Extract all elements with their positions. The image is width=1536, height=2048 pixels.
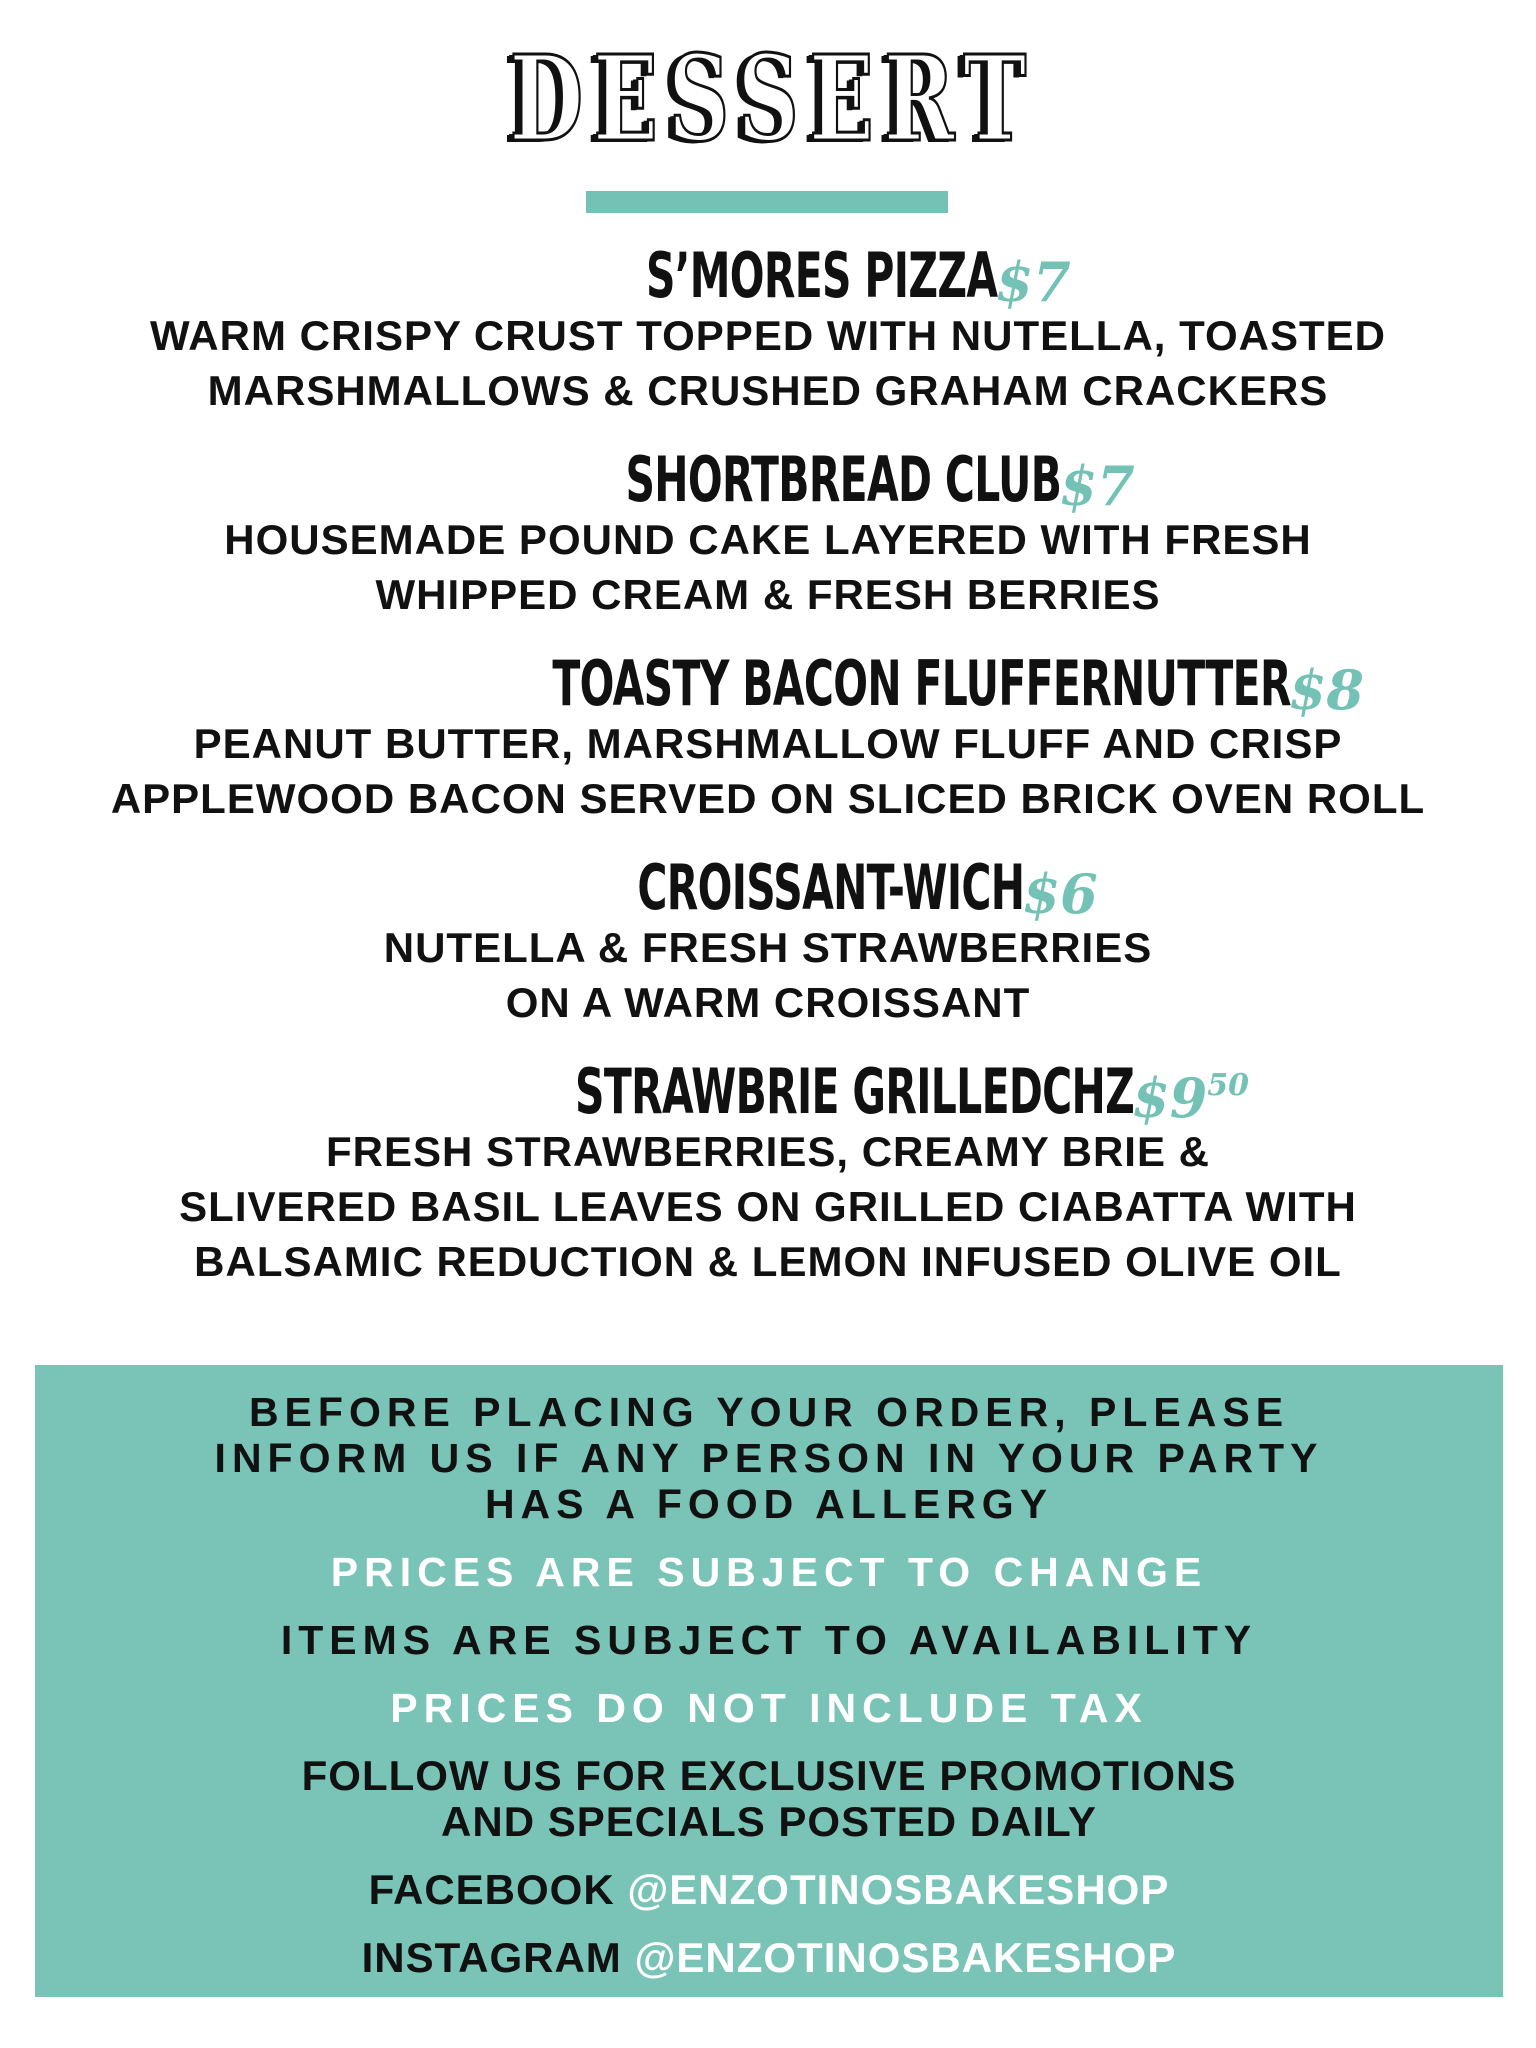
info-panel [35,1365,1503,1997]
menu-item-description-line: BALSAMIC REDUCTION & LEMON INFUSED OLIVE OIL [194,1238,1342,1285]
menu-item-description-line: WARM CRISPY CRUST TOPPED WITH NUTELLA, TOASTED [149,312,1387,359]
follow-notice-line: FOLLOW US FOR EXCLUSIVE PROMOTIONS [301,1752,1237,1799]
menu-item-description-line: MARSHMALLOWS & CRUSHED GRAHAM CRACKERS [207,367,1329,414]
facebook-line [35,1867,1503,1913]
allergy-notice-line: INFORM US IF ANY PERSON IN YOUR PARTY [214,1435,1324,1481]
menu-item [0,844,1536,1030]
menu-item-header [0,1048,1536,1130]
menu-item-description-line: NUTELLA & FRESH STRAWBERRIES [383,924,1153,971]
instagram-handle[interactable]: @ENZOTINOSBAKESHOP [634,1934,1177,1981]
menu-item-price: $7 [1059,454,1135,518]
allergy-notice-line: BEFORE PLACING YOUR ORDER, PLEASE [248,1389,1290,1435]
tax-notice: PRICES DO NOT INCLUDE TAX [390,1685,1148,1731]
menu-item-header [0,844,1536,926]
menu-item-description-line: HOUSEMADE POUND CAKE LAYERED WITH FRESH [224,516,1312,563]
menu-item-price: $6 [1022,862,1098,926]
follow-notice-line: AND SPECIALS POSTED DAILY [441,1798,1097,1845]
menu-item-description-line: FRESH STRAWBERRIES, CREAMY BRIE & [326,1128,1210,1175]
instagram-label: INSTAGRAM [361,1934,622,1981]
menu-item-description-line: WHIPPED CREAM & FRESH BERRIES [375,571,1161,618]
menu-item-name: TOASTY BACON FLUFFERNUTTER [552,647,1291,720]
menu-item-header [0,232,1536,314]
menu-item-name: STRAWBRIE GRILLEDCHZ [575,1055,1135,1128]
menu-items [0,232,1536,1307]
instagram-line [35,1935,1503,1981]
prices-change-notice: PRICES ARE SUBJECT TO CHANGE [330,1549,1208,1595]
menu-item [0,1048,1536,1289]
menu-item-description-line: ON A WARM CROISSANT [505,979,1031,1026]
allergy-notice-line: HAS A FOOD ALLERGY [484,1481,1054,1527]
availability-notice: ITEMS ARE SUBJECT TO AVAILABILITY [280,1617,1258,1663]
facebook-handle[interactable]: @ENZOTINOSBAKESHOP [627,1866,1170,1913]
menu-item-price: $8 [1288,658,1364,722]
menu-item [0,436,1536,622]
menu-item-description-line: APPLEWOOD BACON SERVED ON SLICED BRICK OVEN ROLL [110,775,1426,822]
menu-title: DESSERT [509,29,1037,168]
menu-item-description-line: SLIVERED BASIL LEAVES ON GRILLED CIABATTA WITH [179,1183,1357,1230]
title-underline [586,191,948,213]
menu-item-name: CROISSANT-WICH [637,851,1025,924]
menu-item-price: $7 [995,250,1071,314]
menu-header [0,29,1536,168]
menu-item-header [0,640,1536,722]
menu-item-name: S’MORES PIZZA [646,239,998,312]
menu-item-name: SHORTBREAD CLUB [625,443,1062,516]
menu-item [0,640,1536,826]
menu-item-header [0,436,1536,518]
facebook-label: FACEBOOK [368,1866,615,1913]
menu-item-price: $\$9^{50}$ [1132,1066,1250,1130]
menu-item [0,232,1536,418]
menu-item-description-line: PEANUT BUTTER, MARSHMALLOW FLUFF AND CRISP [193,720,1343,767]
